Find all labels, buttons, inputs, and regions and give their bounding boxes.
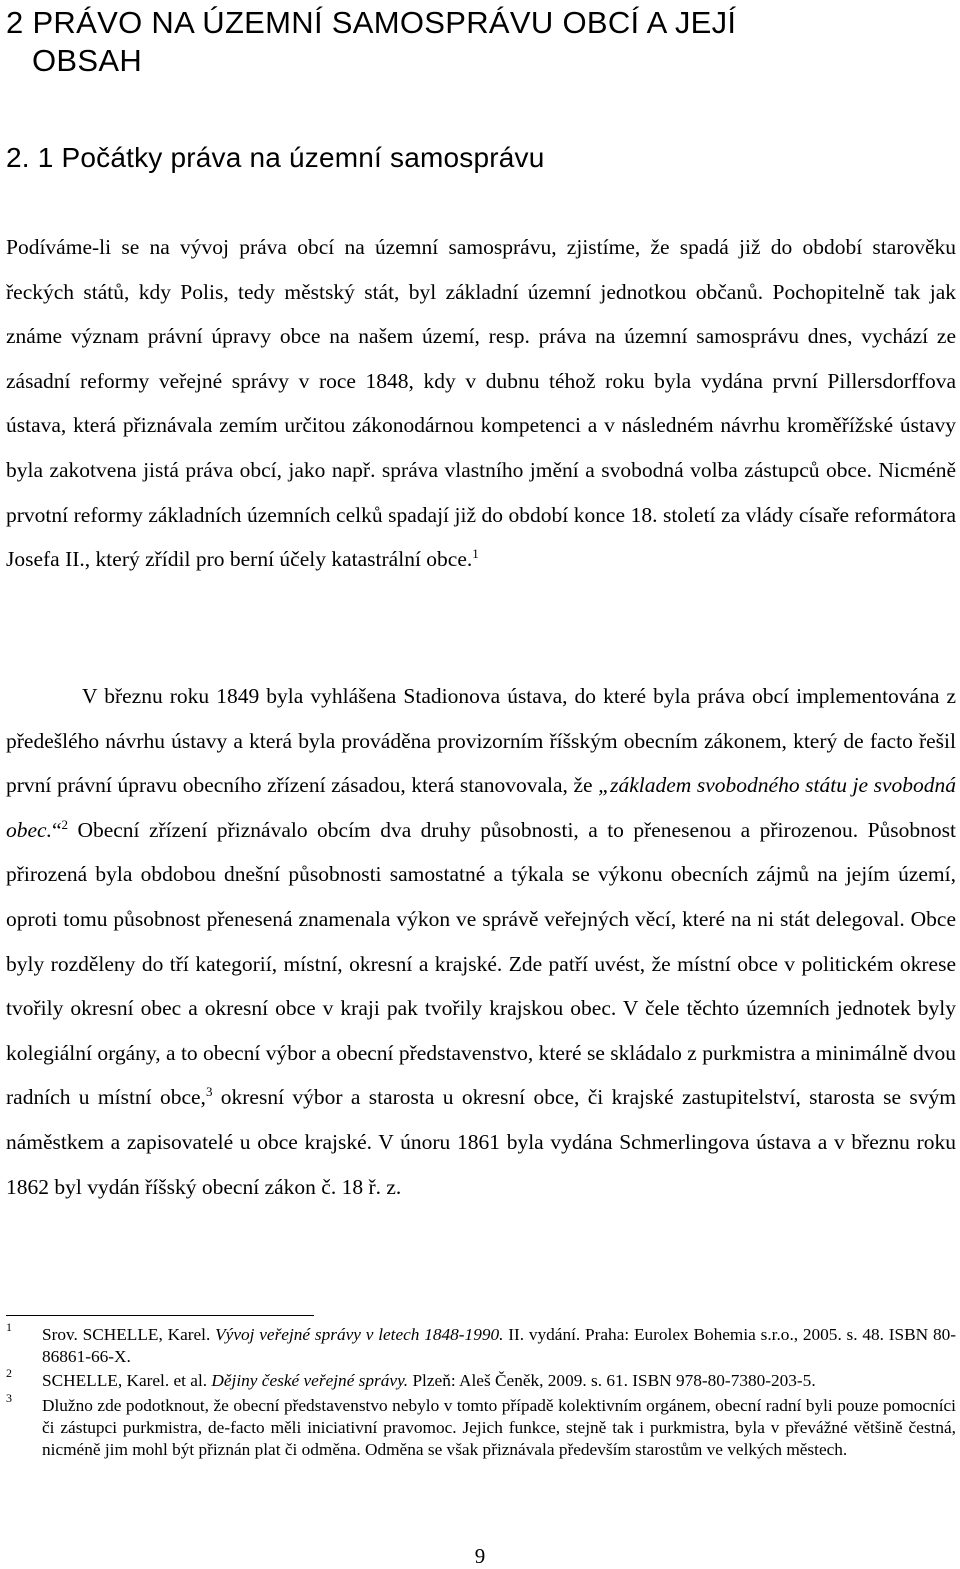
footnote-text: II. vydání. Praha: Eurolex Bohemia s.r.o., 2005. s. 48. ISBN 80-86861-66-X. bbox=[42, 1325, 956, 1366]
paragraph-2 bbox=[6, 674, 956, 1209]
footnote-3 bbox=[6, 1391, 956, 1460]
quotation: „základem svobodného státu je svobodná obec. bbox=[6, 773, 957, 842]
chapter-heading-line2: OBSAH bbox=[32, 43, 143, 78]
chapter-heading bbox=[6, 4, 906, 80]
footnote-ref-3[interactable]: 3 bbox=[205, 1084, 213, 1100]
paragraph-2-part2: Obecní zřízení přiznávalo obcím dva druhy působnosti, a to přenesenou a přirozenou. Působnost přirozená byla obdobou dnešní působnosti samostatné a týkala se výkonu obecních zájmů na jejím území, oproti tomu působnost přenesená znamenala výkon ve správě veřejných věcí, které na ni stát delegoval. Obce byly rozděleny do tří kategorií, místní, okresní a krajské. Zde patří uvést, že místní obce v politickém okrese tvořily okresní obec a okresní obce v kraji pak tvořily krajskou obec. V čele těchto územních jednotek byly kolegiální orgány, a to obecní výbor a obecní představenstvo, které se skládalo z purkmistra a minimálně dvou radních u místní obce, bbox=[6, 817, 956, 1110]
footnote-ref-1[interactable]: 1 bbox=[472, 546, 479, 562]
footnote-ref-2[interactable]: 2 bbox=[61, 816, 69, 832]
footnote-number: 2 bbox=[6, 1366, 12, 1381]
footnote-text: Plzeň: Aleš Čeněk, 2009. s. 61. ISBN 978-80-7380-203-5. bbox=[408, 1371, 816, 1391]
page-number: 9 bbox=[474, 1544, 486, 1568]
quotation-end: “ bbox=[51, 817, 62, 842]
paragraph-2-part1: V březnu roku 1849 byla vyhlášena Stadionova ústava, do které byla práva obcí implementována z předešlého návrhu ústavy a která byla prováděna provizorním říšským obecním zákonem, který de facto řešil první právní úpravu obecního zřízení zásadou, která stanovovala, že bbox=[6, 684, 956, 798]
footnote-text: SCHELLE, Karel. et al. bbox=[42, 1371, 212, 1391]
footnotes bbox=[6, 1320, 956, 1463]
footnote-2 bbox=[6, 1366, 956, 1392]
chapter-heading-line1: 2 PRÁVO NA ÚZEMNÍ SAMOSPRÁVU OBCÍ A JEJÍ bbox=[6, 5, 737, 40]
footnote-title: Vývoj veřejné správy v letech 1848-1990. bbox=[215, 1325, 504, 1344]
footnote-number: 3 bbox=[6, 1391, 12, 1406]
footnote-text: Srov. SCHELLE, Karel. bbox=[42, 1325, 216, 1344]
footnote-title: Dějiny české veřejné správy. bbox=[211, 1371, 409, 1391]
paragraph-1 bbox=[6, 225, 956, 582]
footnote-number: 1 bbox=[6, 1320, 12, 1334]
paragraph-2-part3: okresní výbor a starosta u okresní obce, či krajské zastupitelství, starosta se svým náměstkem a zapisovatelé u obce krajské. V únoru 1861 byla vydána Schmerlingova ústava a v březnu roku 1862 byl vydán říšský obecní zákon č. 18 ř. z. bbox=[6, 1085, 956, 1199]
paragraph-1-text: Podíváme-li se na vývoj práva obcí na územní samosprávu, zjistíme, že spadá již do období starověku řeckých států, kdy Polis, tedy městský stát, byl základní územní jednotkou občanů. Pochopitelně tak jak známe význam právní úpravy obce na našem území, resp. práva na územní samosprávu dnes, vychází ze zásadní reformy veřejné správy v roce 1848, kdy v dubnu téhož roku byla vydána první Pillersdorffova ústava, která přiznávala zemím určitou zákonodárnou kompetenci a v následném návrhu kroměřížské ústavy byla zakotvena jistá práva obcí, jako např. správa vlastního jmění a svobodná volba zástupců obce. Nicméně prvotní reformy základních územních celků spadají již do období konce 18. století za vlády císaře reformátora Josefa II., který zřídil pro berní účely katastrální obce. bbox=[6, 235, 956, 572]
footnote-separator bbox=[6, 1315, 314, 1316]
footnote-text: Dlužno zde podotknout, že obecní představenstvo nebylo v tomto případě kolektivním orgánem, obecní radní byli pouze pomocníci či zástupci purkmistra, de-facto měli iniciativní pravomoc. Jejich funkce, stejně tak i purkmistra, byla v převážné většině čestná, nicméně jim mohl být přiznán plat či odměna. Odměna se však přiznávala především starostům ve velkých městech. bbox=[42, 1396, 956, 1459]
footnote-1 bbox=[6, 1320, 956, 1367]
section-heading: 2. 1 Počátky práva na územní samosprávu bbox=[6, 142, 545, 173]
